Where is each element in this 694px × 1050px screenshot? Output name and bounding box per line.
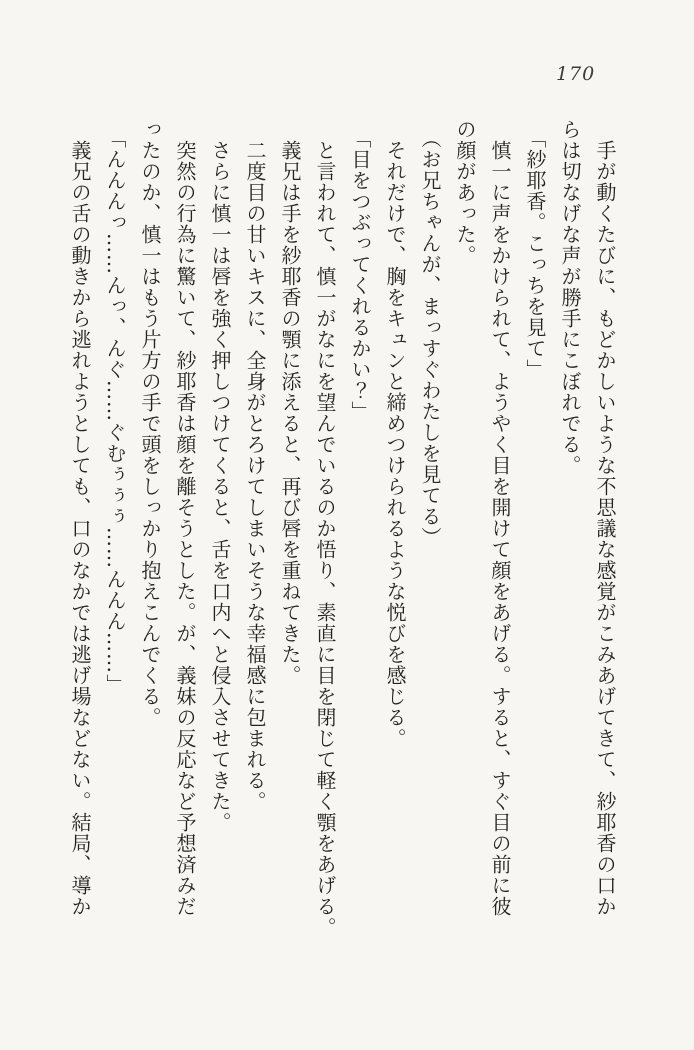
text-line-3: 「紗耶香。こっちを見て」 [523, 128, 547, 380]
text-line-9: と言われて、慎一がなにを望んでいるのか悟り、素直に目を閉じて軽く顎をあげる。 [313, 119, 337, 938]
text-line-14: ったのか、慎一はもう片方の手で頭をしっかり抱えこんでくる。 [138, 119, 162, 728]
text-line-5: の顔があった。 [453, 119, 477, 266]
text-line-12: さらに慎一は唇を強く押しつけてくると、舌を口内へと侵入させてきた。 [208, 119, 232, 833]
text-line-15: 「んんんっ……んっ、んぐ……ぐむぅぅぅ……んんん……」 [103, 128, 127, 695]
text-line-11: 二度目の甘いキスに、全身がとろけてしまいそうな幸福感に包まれる。 [243, 119, 267, 812]
text-block [62, 119, 622, 955]
text-line-1: 手が動くたびに、もどかしいような不思議な感覚がこみあげてきて、紗耶香の口か [593, 119, 617, 917]
text-line-16: 義兄の舌の動きから逃れようとしても、口のなかでは逃げ場などない。結局、導か [68, 119, 92, 917]
page-number: 170 [556, 63, 596, 85]
text-line-7: それだけで、胸をキュンと締めつけられるような悦びを感じる。 [383, 119, 407, 749]
text-line-2: らは切なげな声が勝手にこぼれでる。 [558, 119, 582, 476]
text-line-4: 慎一に声をかけられて、ようやく目を開けて顔をあげる。すると、すぐ目の前に彼 [488, 119, 512, 917]
text-line-13: 突然の行為に驚いて、紗耶香は顔を離そうとした。が、義妹の反応など予想済みだ [173, 119, 197, 917]
text-line-8: 「目をつぶってくれるかい？」 [348, 128, 372, 422]
text-line-10: 義兄は手を紗耶香の顎に添えると、再び唇を重ねてきた。 [278, 119, 302, 686]
text-line-6: （お兄ちゃんが、まっすぐわたしを見てる） [418, 128, 442, 548]
